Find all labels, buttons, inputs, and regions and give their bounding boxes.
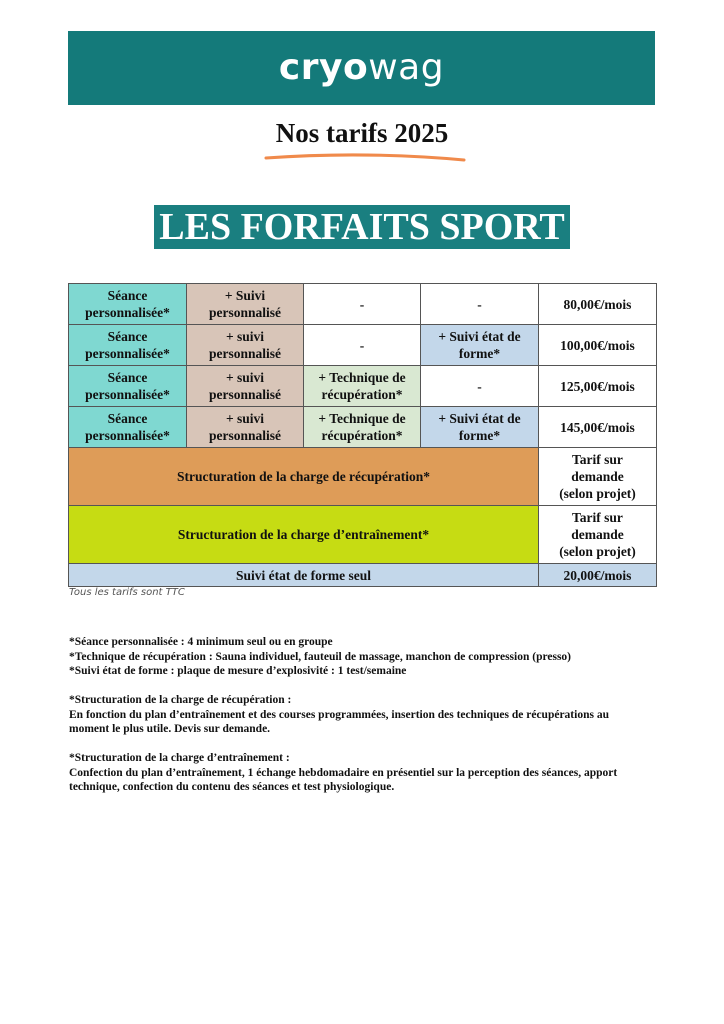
cell-price: 80,00€/mois [539, 284, 657, 325]
cell-price: 145,00€/mois [539, 407, 657, 448]
cell-suivi: + suivi personnalisé [187, 407, 304, 448]
cell-seance: Séance personnalisée* [69, 325, 187, 366]
footnote-line: *Séance personnalisée : 4 minimum seul ou en groupe [69, 636, 333, 648]
cell-technique: - [304, 325, 421, 366]
cell-price: 100,00€/mois [539, 325, 657, 366]
cell-forme: + Suivi état de forme* [421, 325, 539, 366]
ttc-note: Tous les tarifs sont TTC [69, 587, 185, 598]
price-line: Tarif sur [572, 510, 623, 525]
cell-suivi: + Suivi personnalisé [187, 284, 304, 325]
price-line: (selon projet) [559, 544, 636, 559]
cell-suivi: + suivi personnalisé [187, 325, 304, 366]
cell-technique: + Technique de récupération* [304, 407, 421, 448]
price-line: demande [571, 527, 624, 542]
table-row [69, 284, 657, 325]
cell-entrainement: Structuration de la charge d’entraînement* [69, 506, 539, 564]
title-underline [264, 152, 466, 164]
cell-seance: Séance personnalisée* [69, 407, 187, 448]
footnotes [69, 635, 659, 809]
footnote-line: Confection du plan d’entraînement, 1 échange hebdomadaire en présentiel sur la perception des séances, apport [69, 766, 618, 779]
brand-logo-bold: cryo [278, 47, 369, 88]
footnote-definitions [69, 635, 659, 679]
cell-forme: - [421, 284, 539, 325]
table-row-recuperation [69, 448, 657, 506]
footnote-line: technique, confection du contenu des séances et test physiologique. [69, 781, 395, 793]
cell-price-entrainement [539, 506, 657, 564]
price-line: (selon projet) [559, 486, 636, 501]
footnote-line: *Structuration de la charge d’entraînement : [69, 752, 290, 764]
cell-price-recuperation [539, 448, 657, 506]
table-row-entrainement [69, 506, 657, 564]
brand-banner [68, 31, 655, 105]
footnote-line: moment le plus utile. Devis sur demande. [69, 723, 271, 735]
brand-logo [278, 47, 445, 88]
cell-forme: - [421, 366, 539, 407]
page-title: Nos tarifs 2025 [275, 118, 449, 148]
table-row [69, 407, 657, 448]
table-row [69, 366, 657, 407]
cell-suivi-seul: Suivi état de forme seul [69, 564, 539, 587]
footnote-line: *Structuration de la charge de récupération : [69, 694, 292, 706]
brand-logo-light: wag [368, 47, 445, 88]
footnote-line: *Technique de récupération : Sauna individuel, fauteuil de massage, manchon de compression (presso) [69, 650, 572, 663]
price-line: Tarif sur [572, 452, 623, 467]
cell-recuperation: Structuration de la charge de récupération* [69, 448, 539, 506]
table-row [69, 325, 657, 366]
section-title: LES FORFAITS SPORT [154, 205, 570, 249]
cell-technique: + Technique de récupération* [304, 366, 421, 407]
footnote-entrainement [69, 751, 659, 795]
price-line: demande [571, 469, 624, 484]
cell-price-suivi-seul: 20,00€/mois [539, 564, 657, 587]
cell-suivi: + suivi personnalisé [187, 366, 304, 407]
footnote-line: En fonction du plan d’entraînement et des courses programmées, insertion des techniques de récupérations au [69, 708, 609, 721]
cell-price: 125,00€/mois [539, 366, 657, 407]
cell-seance: Séance personnalisée* [69, 366, 187, 407]
pricing-table [68, 283, 657, 587]
cell-seance: Séance personnalisée* [69, 284, 187, 325]
footnote-line: *Suivi état de forme : plaque de mesure d’explosivité : 1 test/semaine [69, 665, 407, 677]
cell-forme: + Suivi état de forme* [421, 407, 539, 448]
footnote-recuperation [69, 693, 659, 737]
cell-technique: - [304, 284, 421, 325]
table-row-suivi-seul [69, 564, 657, 587]
